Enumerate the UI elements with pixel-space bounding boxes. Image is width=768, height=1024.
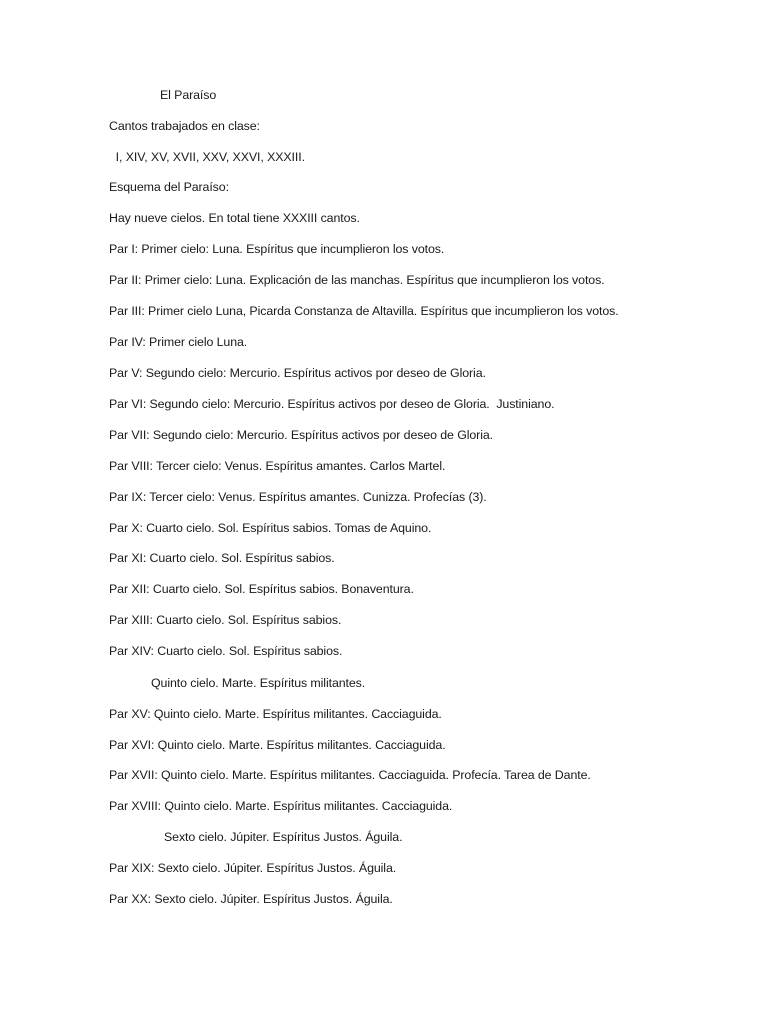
text-line: I, XIV, XV, XVII, XXV, XXVI, XXXIII. <box>109 150 305 164</box>
canto-line: Par II: Primer cielo: Luna. Explicación de las manchas. Espíritus que incumplieron los votos. <box>109 273 605 287</box>
canto-line: Par VIII: Tercer cielo: Venus. Espíritus amantes. Carlos Martel. <box>109 459 446 473</box>
text-line: Cantos trabajados en clase: <box>109 119 260 133</box>
canto-line: Par VII: Segundo cielo: Mercurio. Espíritus activos por deseo de Gloria. <box>109 428 493 442</box>
canto-line: Par XI: Cuarto cielo. Sol. Espíritus sabios. <box>109 551 335 565</box>
canto-line: Par XIV: Cuarto cielo. Sol. Espíritus sabios. <box>109 644 343 658</box>
canto-line: Par III: Primer cielo Luna, Picarda Constanza de Altavilla. Espíritus que incumplieron los votos. <box>109 304 619 318</box>
canto-line: Par XX: Sexto cielo. Júpiter. Espíritus Justos. Águila. <box>109 892 393 906</box>
canto-line: Par XII: Cuarto cielo. Sol. Espíritus sabios. Bonaventura. <box>109 582 414 596</box>
canto-line: Par IV: Primer cielo Luna. <box>109 335 248 349</box>
canto-line: Par XVII: Quinto cielo. Marte. Espíritus militantes. Cacciaguida. Profecía. Tarea de Dante. <box>109 768 591 782</box>
canto-line: Par X: Cuarto cielo. Sol. Espíritus sabios. Tomas de Aquino. <box>109 521 432 535</box>
document-title: El Paraíso <box>160 88 217 102</box>
canto-line: Par XVIII: Quinto cielo. Marte. Espíritus militantes. Cacciaguida. <box>109 799 453 813</box>
canto-line: Par IX: Tercer cielo: Venus. Espíritus amantes. Cunizza. Profecías (3). <box>109 490 487 504</box>
canto-line: Par V: Segundo cielo: Mercurio. Espíritus activos por deseo de Gloria. <box>109 366 486 380</box>
text-line: Hay nueve cielos. En total tiene XXXIII cantos. <box>109 211 360 225</box>
canto-line: Par I: Primer cielo: Luna. Espíritus que incumplieron los votos. <box>109 242 445 256</box>
section-heading: Esquema del Paraíso: <box>109 180 229 194</box>
heaven-subheading: Quinto cielo. Marte. Espíritus militantes. <box>151 676 366 690</box>
canto-line: Par XVI: Quinto cielo. Marte. Espíritus militantes. Cacciaguida. <box>109 738 446 752</box>
canto-line: Par VI: Segundo cielo: Mercurio. Espíritus activos por deseo de Gloria. Justiniano. <box>109 397 555 411</box>
canto-line: Par XIII: Cuarto cielo. Sol. Espíritus sabios. <box>109 613 342 627</box>
canto-line: Par XV: Quinto cielo. Marte. Espíritus militantes. Cacciaguida. <box>109 707 442 721</box>
heaven-subheading: Sexto cielo. Júpiter. Espíritus Justos. Águila. <box>164 830 403 844</box>
canto-line: Par XIX: Sexto cielo. Júpiter. Espíritus Justos. Águila. <box>109 861 397 875</box>
